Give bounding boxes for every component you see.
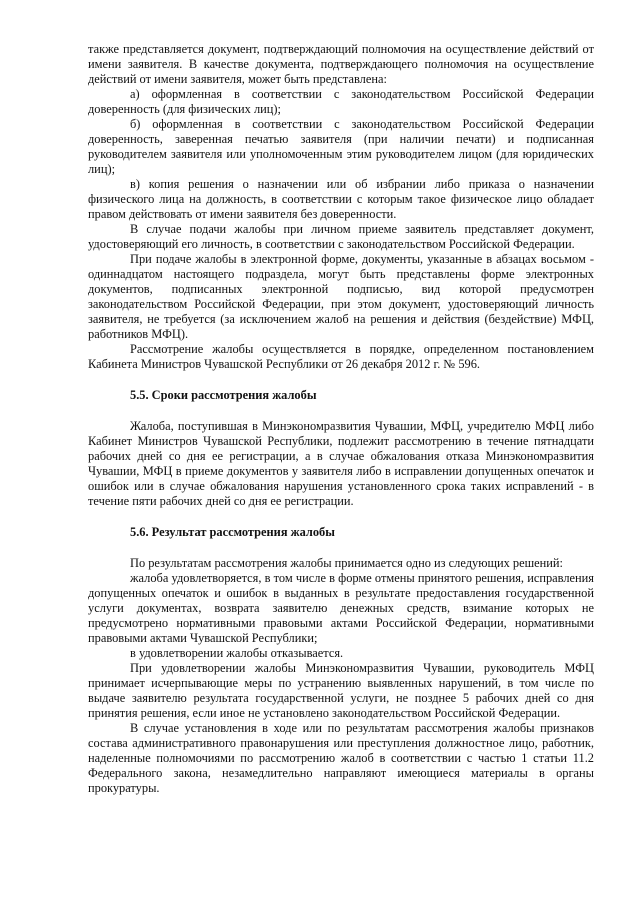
section-5-6-heading: 5.6. Результат рассмотрения жалобы	[130, 525, 335, 539]
prosecution-paragraph: В случае установления в ходе или по результатам рассмотрения жалобы признаков состава административного правонарушения или преступления должностное лицо, работник, наделенные полномочиями по рассмотрению жалоб в соответствии с частью 1 статьи 11.2 Федерального закона, незамедлительно направляют имеющиеся материалы в органы прокуратуры.	[88, 721, 594, 795]
list-item-b: б) оформленная в соответствии с законодательством Российской Федерации доверенность, заверенная печатью заявителя (при наличии печати) и подписанная руководителем заявителя или уполномоченным этим руководителем лицом (для юридических лиц);	[88, 117, 594, 176]
decision-refuse-item: в удовлетворении жалобы отказывается.	[130, 646, 344, 660]
document-page	[88, 42, 594, 796]
decision-satisfy-item: жалоба удовлетворяется, в том числе в форме отмены принятого решения, исправления допущенных опечаток и ошибок в выданных в результате предоставления государственной услуги документах, возврата заявителю денежных средств, взимание которых не предусмотрено нормативными правовыми актами Российской Федерации, нормативными правовыми актами Чувашской Республики;	[88, 571, 594, 645]
intro-paragraph: также представляется документ, подтверждающий полномочия на осуществление действий от имени заявителя. В качестве документа, подтверждающего полномочия на осуществление действий от имени заявителя, может быть представлена:	[88, 42, 594, 86]
section-5-6-lead: По результатам рассмотрения жалобы принимается одно из следующих решений:	[130, 556, 563, 570]
section-5-5-body: Жалоба, поступившая в Минэкономразвития Чувашии, МФЦ, учредителю МФЦ либо Кабинет Министров Чувашской Республики, подлежит рассмотрению в течение пятнадцати рабочих дней со дня ее регистрации, а в случае обжалования отказа Минэкономразвития Чувашии, МФЦ в приеме документов у заявителя либо в исправлении допущенных опечаток и ошибок или в случае обжалования нарушения установленного срока таких исправлений - в течение пяти рабочих дней со дня ее регистрации.	[88, 419, 594, 508]
electronic-form-paragraph: При подаче жалобы в электронной форме, документы, указанные в абзацах восьмом - одиннадцатом настоящего подраздела, могут быть представлены форме электронных документов, подписанных электронной подписью, вид которой предусмотрен законодательством Российской Федерации, при этом документ, удостоверяющий личность заявителя, не требуется (за исключением жалоб на решения и действия (бездействие) МФЦ, работников МФЦ).	[88, 252, 594, 341]
personal-receipt-paragraph: В случае подачи жалобы при личном приеме заявитель представляет документ, удостоверяющий его личность, в соответствии с законодательством Российской Федерации.	[88, 222, 594, 251]
procedure-paragraph: Рассмотрение жалобы осуществляется в порядке, определенном постановлением Кабинета Министров Чувашской Республики от 26 декабря 2012 г. № 596.	[88, 342, 594, 371]
section-5-5-heading: 5.5. Сроки рассмотрения жалобы	[130, 388, 317, 402]
measures-paragraph: При удовлетворении жалобы Минэкономразвития Чувашии, руководитель МФЦ принимает исчерпывающие меры по устранению выявленных нарушений, в том числе по выдаче заявителю результата государственной услуги, не позднее 5 рабочих дней со дня принятия решения, если иное не установлено законодательством Российской Федерации.	[88, 661, 594, 720]
list-item-c: в) копия решения о назначении или об избрании либо приказа о назначении физического лица на должность, в соответствии с которым такое физическое лицо обладает правом действовать от имени заявителя без доверенности.	[88, 177, 594, 221]
list-item-a: а) оформленная в соответствии с законодательством Российской Федерации доверенность (для физических лиц);	[88, 87, 594, 116]
